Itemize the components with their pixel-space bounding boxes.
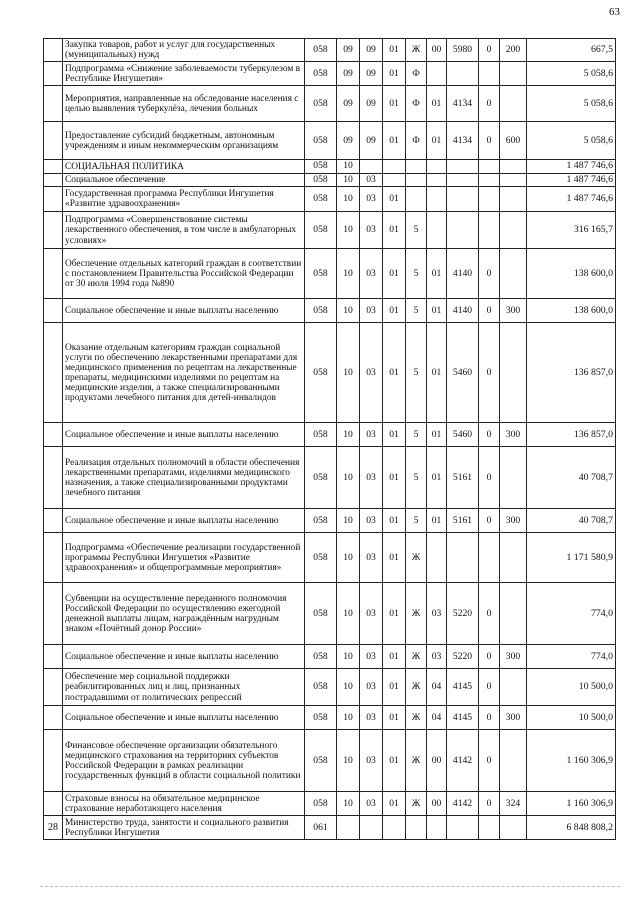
- event-code-cell: 01: [427, 509, 447, 533]
- row-name-cell: Предоставление субсидий бюджетным, автономным учреждениям и иным некоммерческим организациям: [63, 122, 305, 160]
- subprogram-code-cell: [406, 816, 427, 840]
- expense-type-cell: [500, 323, 527, 423]
- direction-code-cell: 4142: [447, 730, 479, 792]
- budget-table-body: [44, 39, 616, 840]
- subprogram-code-cell: 5: [406, 249, 427, 299]
- section-code-cell: [337, 816, 360, 840]
- ministry-code-cell: 058: [305, 39, 337, 62]
- section-code-cell: 10: [337, 212, 360, 249]
- subsection-code-cell: 03: [360, 669, 383, 706]
- event-code-cell: 01: [427, 299, 447, 323]
- direction-code-cell: 4142: [447, 792, 479, 816]
- row-name-cell: Мероприятия, направленные на обследование населения с целью выявления туберкулёза, лечения больных: [63, 86, 305, 122]
- expense-type-cell: [500, 816, 527, 840]
- extra-code-cell: 0: [479, 583, 500, 645]
- ministry-code-cell: 058: [305, 323, 337, 423]
- row-number-cell: [44, 583, 63, 645]
- expense-type-cell: [500, 533, 527, 583]
- amount-cell: 316 165,7: [527, 212, 616, 249]
- expense-type-cell: [500, 447, 527, 509]
- expense-type-cell: [500, 86, 527, 122]
- table-row: [44, 187, 616, 212]
- table-row: [44, 423, 616, 447]
- direction-code-cell: [447, 212, 479, 249]
- ministry-code-cell: 061: [305, 816, 337, 840]
- expense-type-cell: 300: [500, 423, 527, 447]
- subprogram-code-cell: 5: [406, 212, 427, 249]
- amount-cell: 5 058,6: [527, 62, 616, 86]
- subsection-code-cell: 03: [360, 249, 383, 299]
- expense-type-cell: 600: [500, 122, 527, 160]
- subprogram-code-cell: 5: [406, 509, 427, 533]
- row-number-cell: [44, 509, 63, 533]
- ministry-code-cell: 058: [305, 160, 337, 174]
- subsection-code-cell: 09: [360, 122, 383, 160]
- event-code-cell: 04: [427, 706, 447, 730]
- extra-code-cell: 0: [479, 122, 500, 160]
- program-code-cell: 01: [383, 447, 406, 509]
- table-row: [44, 62, 616, 86]
- direction-code-cell: 5980: [447, 39, 479, 62]
- expense-type-cell: [500, 62, 527, 86]
- extra-code-cell: 0: [479, 423, 500, 447]
- table-row: [44, 583, 616, 645]
- subprogram-code-cell: Ж: [406, 706, 427, 730]
- ministry-code-cell: 058: [305, 583, 337, 645]
- table-row: [44, 160, 616, 174]
- table-row: [44, 792, 616, 816]
- subprogram-code-cell: Ф: [406, 122, 427, 160]
- row-number-cell: [44, 173, 63, 187]
- ministry-code-cell: 058: [305, 706, 337, 730]
- row-number-cell: [44, 669, 63, 706]
- direction-code-cell: 4134: [447, 122, 479, 160]
- event-code-cell: 04: [427, 669, 447, 706]
- subprogram-code-cell: 5: [406, 299, 427, 323]
- section-code-cell: 10: [337, 249, 360, 299]
- row-name-cell: Социальное обеспечение и иные выплаты населению: [63, 509, 305, 533]
- section-code-cell: 10: [337, 173, 360, 187]
- table-row: [44, 39, 616, 62]
- amount-cell: 5 058,6: [527, 122, 616, 160]
- table-row: [44, 509, 616, 533]
- subsection-code-cell: 09: [360, 39, 383, 62]
- row-name-cell: Подпрограмма «Совершенствование системы лекарственного обеспечения, в том числе в амбулаторных условиях»: [63, 212, 305, 249]
- ministry-code-cell: 058: [305, 86, 337, 122]
- amount-cell: 40 708,7: [527, 509, 616, 533]
- extra-code-cell: [479, 160, 500, 174]
- program-code-cell: 01: [383, 792, 406, 816]
- section-code-cell: 10: [337, 645, 360, 669]
- event-code-cell: 01: [427, 447, 447, 509]
- event-code-cell: 01: [427, 86, 447, 122]
- row-number-cell: [44, 160, 63, 174]
- ministry-code-cell: 058: [305, 122, 337, 160]
- subprogram-code-cell: Ж: [406, 669, 427, 706]
- row-name-cell: Социальное обеспечение и иные выплаты населению: [63, 299, 305, 323]
- expense-type-cell: 324: [500, 792, 527, 816]
- subprogram-code-cell: 5: [406, 447, 427, 509]
- row-number-cell: [44, 447, 63, 509]
- amount-cell: 667,5: [527, 39, 616, 62]
- section-code-cell: 09: [337, 62, 360, 86]
- section-code-cell: 09: [337, 86, 360, 122]
- subprogram-code-cell: Ж: [406, 730, 427, 792]
- amount-cell: 774,0: [527, 645, 616, 669]
- table-row: [44, 447, 616, 509]
- subprogram-code-cell: Ф: [406, 62, 427, 86]
- ministry-code-cell: 058: [305, 299, 337, 323]
- amount-cell: 1 160 306,9: [527, 792, 616, 816]
- row-name-cell: Закупка товаров, работ и услуг для государственных (муниципальных) нужд: [63, 39, 305, 62]
- extra-code-cell: [479, 62, 500, 86]
- extra-code-cell: 0: [479, 706, 500, 730]
- section-code-cell: 10: [337, 423, 360, 447]
- extra-code-cell: 0: [479, 86, 500, 122]
- expense-type-cell: [500, 160, 527, 174]
- row-name-cell: Оказание отдельным категориям граждан социальной услуги по обеспечению лекарственными препаратами для медицинского применения по рецептам на лекарственные препараты, медицинскими изделиями по рецептам на медицинские изделия, а также специализированными продуктами лечебного питания для детей-инвалидов: [63, 323, 305, 423]
- subsection-code-cell: 03: [360, 509, 383, 533]
- section-code-cell: 10: [337, 323, 360, 423]
- ministry-code-cell: 058: [305, 249, 337, 299]
- event-code-cell: [427, 533, 447, 583]
- row-name-cell: Социальное обеспечение и иные выплаты населению: [63, 423, 305, 447]
- program-code-cell: 01: [383, 86, 406, 122]
- page-number: 63: [609, 6, 620, 18]
- subsection-code-cell: 03: [360, 792, 383, 816]
- program-code-cell: 01: [383, 423, 406, 447]
- page-bottom-edge: [40, 886, 620, 887]
- row-name-cell: Обеспечение мер социальной поддержки реабилитированных лиц и лиц, признанных пострадавшими от политических репрессий: [63, 669, 305, 706]
- subprogram-code-cell: 5: [406, 423, 427, 447]
- section-code-cell: 10: [337, 730, 360, 792]
- program-code-cell: 01: [383, 583, 406, 645]
- amount-cell: 1 171 580,9: [527, 533, 616, 583]
- direction-code-cell: [447, 816, 479, 840]
- expense-type-cell: [500, 249, 527, 299]
- row-name-cell: Реализация отдельных полномочий в области обеспечения лекарственными препаратами, изделиями медицинского назначения, а также специализированными продуктами лечебного питания: [63, 447, 305, 509]
- amount-cell: 1 487 746,6: [527, 187, 616, 212]
- amount-cell: 774,0: [527, 583, 616, 645]
- ministry-code-cell: 058: [305, 533, 337, 583]
- section-code-cell: 09: [337, 122, 360, 160]
- section-code-cell: 10: [337, 160, 360, 174]
- event-code-cell: [427, 212, 447, 249]
- direction-code-cell: 4140: [447, 299, 479, 323]
- program-code-cell: 01: [383, 39, 406, 62]
- row-number-cell: [44, 249, 63, 299]
- amount-cell: 40 708,7: [527, 447, 616, 509]
- row-name-cell: СОЦИАЛЬНАЯ ПОЛИТИКА: [63, 160, 305, 174]
- table-row: [44, 645, 616, 669]
- amount-cell: 1 487 746,6: [527, 173, 616, 187]
- subsection-code-cell: 09: [360, 62, 383, 86]
- ministry-code-cell: 058: [305, 423, 337, 447]
- extra-code-cell: 0: [479, 669, 500, 706]
- direction-code-cell: 5161: [447, 509, 479, 533]
- expense-type-cell: [500, 730, 527, 792]
- program-code-cell: 01: [383, 187, 406, 212]
- row-name-cell: Министерство труда, занятости и социального развития Республики Ингушетия: [63, 816, 305, 840]
- ministry-code-cell: 058: [305, 173, 337, 187]
- table-row: [44, 669, 616, 706]
- event-code-cell: 01: [427, 249, 447, 299]
- extra-code-cell: 0: [479, 645, 500, 669]
- subprogram-code-cell: Ж: [406, 792, 427, 816]
- extra-code-cell: 0: [479, 730, 500, 792]
- subsection-code-cell: 03: [360, 583, 383, 645]
- expense-type-cell: 300: [500, 645, 527, 669]
- row-number-cell: [44, 187, 63, 212]
- subprogram-code-cell: Ж: [406, 533, 427, 583]
- row-name-cell: Страховые взносы на обязательное медицинское страхование неработающего населения: [63, 792, 305, 816]
- subprogram-code-cell: Ф: [406, 86, 427, 122]
- extra-code-cell: 0: [479, 447, 500, 509]
- direction-code-cell: [447, 160, 479, 174]
- extra-code-cell: 0: [479, 249, 500, 299]
- event-code-cell: 00: [427, 39, 447, 62]
- direction-code-cell: 5220: [447, 583, 479, 645]
- event-code-cell: [427, 160, 447, 174]
- subprogram-code-cell: Ж: [406, 583, 427, 645]
- event-code-cell: [427, 173, 447, 187]
- table-row: [44, 323, 616, 423]
- program-code-cell: 01: [383, 706, 406, 730]
- direction-code-cell: 5161: [447, 447, 479, 509]
- subprogram-code-cell: [406, 173, 427, 187]
- subsection-code-cell: 03: [360, 706, 383, 730]
- table-row: [44, 249, 616, 299]
- amount-cell: 138 600,0: [527, 249, 616, 299]
- program-code-cell: [383, 173, 406, 187]
- table-row: [44, 173, 616, 187]
- table-row: [44, 730, 616, 792]
- program-code-cell: 01: [383, 323, 406, 423]
- row-number-cell: [44, 792, 63, 816]
- ministry-code-cell: 058: [305, 212, 337, 249]
- section-code-cell: 10: [337, 187, 360, 212]
- section-code-cell: 10: [337, 583, 360, 645]
- ministry-code-cell: 058: [305, 62, 337, 86]
- expense-type-cell: 300: [500, 299, 527, 323]
- subsection-code-cell: 03: [360, 447, 383, 509]
- event-code-cell: 00: [427, 730, 447, 792]
- subsection-code-cell: [360, 160, 383, 174]
- program-code-cell: [383, 816, 406, 840]
- amount-cell: 10 500,0: [527, 706, 616, 730]
- ministry-code-cell: 058: [305, 187, 337, 212]
- row-name-cell: Подпрограмма «Снижение заболеваемости туберкулезом в Республике Ингушетия»: [63, 62, 305, 86]
- subsection-code-cell: 03: [360, 187, 383, 212]
- program-code-cell: 01: [383, 62, 406, 86]
- direction-code-cell: 4140: [447, 249, 479, 299]
- extra-code-cell: 0: [479, 299, 500, 323]
- direction-code-cell: 5460: [447, 323, 479, 423]
- table-row: [44, 299, 616, 323]
- program-code-cell: 01: [383, 645, 406, 669]
- amount-cell: 1 160 306,9: [527, 730, 616, 792]
- amount-cell: 136 857,0: [527, 423, 616, 447]
- row-name-cell: Финансовое обеспечение организации обязательного медицинского страхования на территориях субъектов Российской Федерации в рамках реализации государственных функций в области социальной политики: [63, 730, 305, 792]
- extra-code-cell: [479, 816, 500, 840]
- subsection-code-cell: 03: [360, 299, 383, 323]
- subsection-code-cell: 09: [360, 86, 383, 122]
- budget-table: [43, 38, 616, 840]
- extra-code-cell: 0: [479, 509, 500, 533]
- row-name-cell: Социальное обеспечение и иные выплаты населению: [63, 645, 305, 669]
- table-row: [44, 706, 616, 730]
- ministry-code-cell: 058: [305, 509, 337, 533]
- event-code-cell: 01: [427, 323, 447, 423]
- amount-cell: 138 600,0: [527, 299, 616, 323]
- event-code-cell: [427, 816, 447, 840]
- ministry-code-cell: 058: [305, 447, 337, 509]
- row-number-cell: [44, 323, 63, 423]
- event-code-cell: 03: [427, 645, 447, 669]
- row-name-cell: Государственная программа Республики Ингушетия «Развитие здравоохранения»: [63, 187, 305, 212]
- row-number-cell: [44, 423, 63, 447]
- row-number-cell: [44, 62, 63, 86]
- row-number-cell: [44, 645, 63, 669]
- program-code-cell: 01: [383, 122, 406, 160]
- row-number-cell: [44, 730, 63, 792]
- program-code-cell: 01: [383, 299, 406, 323]
- subsection-code-cell: 03: [360, 645, 383, 669]
- expense-type-cell: [500, 187, 527, 212]
- event-code-cell: 03: [427, 583, 447, 645]
- section-code-cell: 10: [337, 533, 360, 583]
- amount-cell: 10 500,0: [527, 669, 616, 706]
- subprogram-code-cell: [406, 160, 427, 174]
- section-code-cell: 10: [337, 706, 360, 730]
- event-code-cell: 01: [427, 122, 447, 160]
- row-name-cell: Подпрограмма «Обеспечение реализации государственной программы Республики Ингушетия «Развитие здравоохранения» и общепрограммные мероприятия»: [63, 533, 305, 583]
- section-code-cell: 09: [337, 39, 360, 62]
- table-row: [44, 212, 616, 249]
- subprogram-code-cell: [406, 187, 427, 212]
- row-name-cell: Социальное обеспечение: [63, 173, 305, 187]
- table-row: [44, 533, 616, 583]
- direction-code-cell: 5220: [447, 645, 479, 669]
- ministry-code-cell: 058: [305, 645, 337, 669]
- event-code-cell: 00: [427, 792, 447, 816]
- expense-type-cell: [500, 173, 527, 187]
- expense-type-cell: 200: [500, 39, 527, 62]
- direction-code-cell: [447, 173, 479, 187]
- amount-cell: 1 487 746,6: [527, 160, 616, 174]
- event-code-cell: 01: [427, 423, 447, 447]
- program-code-cell: 01: [383, 730, 406, 792]
- program-code-cell: 01: [383, 533, 406, 583]
- row-number-cell: [44, 533, 63, 583]
- amount-cell: 5 058,6: [527, 86, 616, 122]
- extra-code-cell: 0: [479, 39, 500, 62]
- direction-code-cell: 4145: [447, 706, 479, 730]
- subprogram-code-cell: Ж: [406, 645, 427, 669]
- table-row: [44, 122, 616, 160]
- extra-code-cell: 0: [479, 323, 500, 423]
- direction-code-cell: [447, 62, 479, 86]
- extra-code-cell: 0: [479, 792, 500, 816]
- program-code-cell: [383, 160, 406, 174]
- subsection-code-cell: 03: [360, 533, 383, 583]
- ministry-code-cell: 058: [305, 730, 337, 792]
- ministry-code-cell: 058: [305, 792, 337, 816]
- row-number-cell: [44, 122, 63, 160]
- table-row: [44, 816, 616, 840]
- row-name-cell: Социальное обеспечение и иные выплаты населению: [63, 706, 305, 730]
- extra-code-cell: [479, 187, 500, 212]
- extra-code-cell: [479, 173, 500, 187]
- row-name-cell: Обеспечение отдельных категорий граждан в соответствии с постановлением Правительства Российской Федерации от 30 июля 1994 года №890: [63, 249, 305, 299]
- row-number-cell: [44, 299, 63, 323]
- subprogram-code-cell: 5: [406, 323, 427, 423]
- ministry-code-cell: 058: [305, 669, 337, 706]
- row-number-cell: [44, 86, 63, 122]
- subsection-code-cell: 03: [360, 212, 383, 249]
- expense-type-cell: 300: [500, 706, 527, 730]
- direction-code-cell: [447, 533, 479, 583]
- section-code-cell: 10: [337, 669, 360, 706]
- expense-type-cell: [500, 669, 527, 706]
- direction-code-cell: 5460: [447, 423, 479, 447]
- row-name-cell: Субвенции на осуществление переданного полномочия Российской Федерации по осуществлению ежегодной денежной выплаты лицам, награждённым нагрудным знаком «Почётный донор России»: [63, 583, 305, 645]
- section-code-cell: 10: [337, 792, 360, 816]
- amount-cell: 136 857,0: [527, 323, 616, 423]
- subsection-code-cell: [360, 816, 383, 840]
- amount-cell: 6 848 808,2: [527, 816, 616, 840]
- event-code-cell: [427, 187, 447, 212]
- direction-code-cell: [447, 187, 479, 212]
- row-number-cell: [44, 212, 63, 249]
- expense-type-cell: [500, 212, 527, 249]
- row-number-cell: [44, 706, 63, 730]
- table-row: [44, 86, 616, 122]
- program-code-cell: 01: [383, 509, 406, 533]
- subsection-code-cell: 03: [360, 423, 383, 447]
- subsection-code-cell: 03: [360, 730, 383, 792]
- expense-type-cell: 300: [500, 509, 527, 533]
- section-code-cell: 10: [337, 447, 360, 509]
- extra-code-cell: [479, 533, 500, 583]
- section-code-cell: 10: [337, 299, 360, 323]
- event-code-cell: [427, 62, 447, 86]
- program-code-cell: 01: [383, 669, 406, 706]
- subprogram-code-cell: Ж: [406, 39, 427, 62]
- direction-code-cell: 4145: [447, 669, 479, 706]
- section-code-cell: 10: [337, 509, 360, 533]
- direction-code-cell: 4134: [447, 86, 479, 122]
- expense-type-cell: [500, 583, 527, 645]
- program-code-cell: 01: [383, 249, 406, 299]
- subsection-code-cell: 03: [360, 323, 383, 423]
- row-number-cell: [44, 39, 63, 62]
- program-code-cell: 01: [383, 212, 406, 249]
- row-number-cell: 28: [44, 816, 63, 840]
- subsection-code-cell: 03: [360, 173, 383, 187]
- extra-code-cell: [479, 212, 500, 249]
